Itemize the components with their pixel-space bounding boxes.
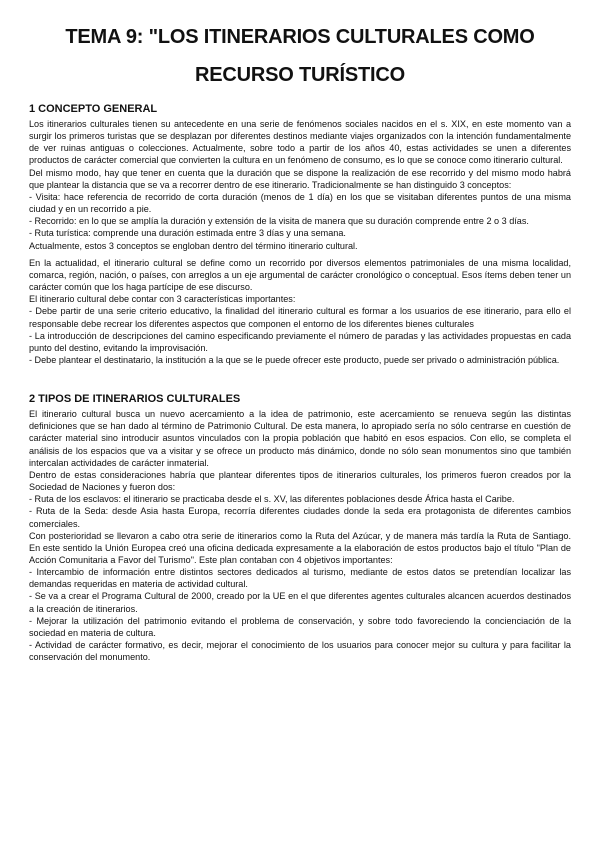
paragraph: En la actualidad, el itinerario cultural se define como un recorrido por diversos elementos patrimoniales de una misma localidad, comarca, región, nación, o países, con arreglos a un eje argumental de carácter cronológico o conceptual. Esos ítems deben tener un carácter común que los haga partícipe de ese discurso. bbox=[29, 257, 571, 293]
paragraph: Los itinerarios culturales tienen su antecedente en una serie de fenómenos sociales nacidos en el s. XIX, en este momento van a surgir los primeros turistas que se desplazan por diferentes destinos mediante viajes organizados con la intención fundamentalmente de ver ruinas antiguas o colecciones. Actualmente, sobre todo a partir de los años 40, estas actividades se unen a diferentes productos de carácter comercial que convierten la cultura en un fenómeno de consumo, es lo que se conoce como itinerario cultural. bbox=[29, 119, 571, 166]
list-item: - Intercambio de información entre distintos sectores dedicados al turismo, mediante de estos datos se pretendían localizar las demandas requeridas en materia de actividad cultural. bbox=[29, 567, 571, 590]
list-item: - Debe partir de una serie criterio educativo, la finalidad del itinerario cultural es formar a los usuarios de ese itinerario, para ello el responsable debe recrear los diferentes aspectos que componen el entorno de los diferentes bienes culturales bbox=[29, 306, 571, 329]
list-item: - Visita: hace referencia de recorrido de corta duración (menos de 1 día) en los que se visitaban diferentes puntos de una misma ciudad y en un recorrido a pie. bbox=[29, 191, 571, 215]
list-item: - Ruta turística: comprende una duración estimada entre 3 días y una semana. bbox=[29, 228, 346, 239]
list-item: - Actividad de carácter formativo, es decir, mejorar el conocimiento de los usuarios para conocer mejor su cultura y para facilitar la conservación del monumento. bbox=[29, 640, 571, 663]
paragraph: Del mismo modo, hay que tener en cuenta que la duración que se dispone la realización de ese recorrido y del mismo modo habrá que plantear la distancia que se va a recorrer dentro de ese itinerario. Tradicionalmente se han distinguido 3 conceptos: bbox=[29, 167, 571, 190]
list-item: - Mejorar la utilización del patrimonio evitando el problema de conservación, y sobre todo favoreciendo la concienciación de la sociedad en materia de cultura. bbox=[29, 615, 571, 638]
list-item: - Ruta de la Seda: desde Asia hasta Europa, recorría diferentes ciudades donde la seda era protagonista de diferentes cambios comerciales. bbox=[29, 506, 571, 529]
list-item: - Se va a crear el Programa Cultural de 2000, creado por la UE en el que diferentes agentes culturales alcancen acuerdos destinados a la creación de itinerarios. bbox=[29, 591, 571, 614]
paragraph: El itinerario cultural busca un nuevo acercamiento a la idea de patrimonio, este acercamiento se renueva según las distintas definiciones que se han dado al término de Patrimonio Cultural. De esta manera, lo apropiado sería no sólo centrarse en cuestión de carácter material sino introducir asuntos vinculados con la propia población que habitó en esos espacios. Con ello, se completa el análisis de los espacios que va a visitar y se ofrece un producto más dinámico, donde no sólo sean monumentos sino que también intercalan actividades de carácter inmaterial. bbox=[29, 409, 571, 468]
section-tipos-itinerarios bbox=[29, 392, 571, 663]
paragraph: El itinerario cultural debe contar con 3 características importantes: bbox=[29, 294, 296, 305]
paragraph: Con posterioridad se llevaron a cabo otra serie de itinerarios como la Ruta del Azúcar, y de manera más tardía la Ruta de Santiago. En este sentido la Unión Europea creó una oficina dedicada expresamente a la elaboración de estos productos bajo el título "Plan de Acción Comunitaria a Favor del Turismo". Este plan contaban con 4 objetivos importantes: bbox=[29, 530, 571, 565]
list-item: - Ruta de los esclavos: el itinerario se practicaba desde el s. XV, las diferentes poblaciones desde África hasta el Caribe. bbox=[29, 494, 515, 505]
document-title bbox=[29, 18, 571, 94]
paragraph: Dentro de estas consideraciones habría que plantear diferentes tipos de itinerarios culturales, los primeros fueron creados por la Sociedad de Naciones y fueron dos: bbox=[29, 469, 571, 493]
title-line-2: RECURSO TURÍSTICO bbox=[195, 64, 405, 86]
section-heading: 1 CONCEPTO GENERAL bbox=[29, 103, 158, 115]
list-item: - Recorrido: en lo que se amplía la duración y extensión de la visita de manera que su duración comprende entre 2 o 3 días. bbox=[29, 216, 529, 227]
list-item: - Debe plantear el destinatario, la institución a la que se le puede ofrecer este producto, puede ser privado o administración pública. bbox=[29, 354, 560, 365]
paragraph: Actualmente, estos 3 conceptos se engloban dentro del término itinerario cultural. bbox=[29, 240, 358, 251]
section-concepto-general bbox=[29, 102, 571, 366]
title-line-1: TEMA 9: "LOS ITINERARIOS CULTURALES COMO bbox=[65, 26, 535, 48]
list-item: - La introducción de descripciones del camino especificando previamente el número de paradas y las actividades propuestas en cada punto del destino, evitando la improvisación. bbox=[29, 330, 571, 353]
section-heading: 2 TIPOS DE ITINERARIOS CULTURALES bbox=[29, 393, 241, 406]
